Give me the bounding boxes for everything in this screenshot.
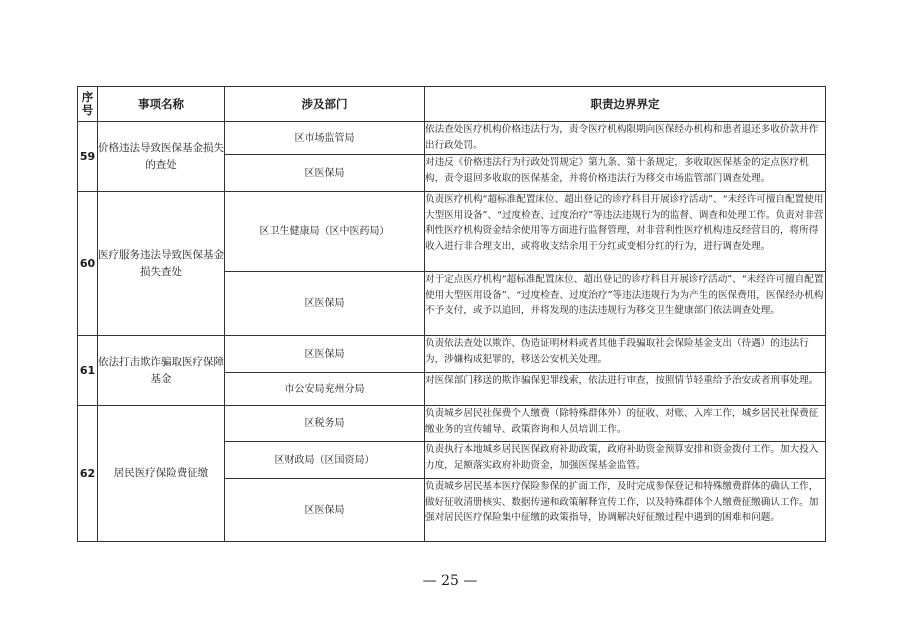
row-department: 区医保局 [225, 336, 425, 373]
table-row [78, 406, 826, 442]
row-item-name: 依法打击欺诈骗取医疗保障基金 [98, 336, 225, 406]
row-duty: 负责依法查处以欺诈、伪造证明材料或者其他手段骗取社会保险基金支出（待遇）的违法行为，涉嫌构成犯罪的，移送公安机关处理。 [425, 336, 826, 373]
row-department: 区医保局 [225, 155, 425, 192]
page-number: — 25 — [422, 573, 478, 589]
row-seq: 62 [78, 406, 98, 542]
row-seq: 60 [78, 192, 98, 336]
table-row [78, 192, 826, 272]
row-seq: 61 [78, 336, 98, 406]
row-department: 市公安局兖州分局 [225, 373, 425, 406]
row-department: 区医保局 [225, 479, 425, 542]
row-duty: 负责医疗机构“超标准配置床位、超出登记的诊疗科目开展诊疗活动”、“未经许可擅自配置使用大型医用设备”、“过度检查、过度治疗”等违法违规行为的监督、调查和处理工作。负责对非营利性医疗机构资金结余使用等方面进行监督管理，对非营利性医疗机构违反经营目的，将所得收入进行非合理支出，或将收支结余用于分红或变相分红的行为，进行调查处理。 [425, 192, 826, 272]
header-department: 涉及部门 [225, 87, 425, 122]
duty-boundary-table [77, 86, 826, 542]
row-department: 区财政局（区国资局） [225, 442, 425, 479]
row-seq: 59 [78, 122, 98, 192]
row-duty: 对于定点医疗机构“超标准配置床位、超出登记的诊疗科目开展诊疗活动”、“未经许可擅自配置使用大型医用设备”、“过度检查、过度治疗”等违法违规行为为产生的医保费用，医保经办机构不予支付，或予以追回，并将发现的违法违规行为移交卫生健康部门依法调查处理。 [425, 272, 826, 336]
row-department: 区税务局 [225, 406, 425, 442]
row-item-name: 医疗服务违法导致医保基金损失查处 [98, 192, 225, 336]
header-duty-boundary: 职责边界界定 [425, 87, 826, 122]
row-duty: 负责执行本地城乡居民医保政府补助政策，政府补助资金预算安排和资金拨付工作。加大投入力度，足额落实政府补助资金，加强医保基金监管。 [425, 442, 826, 479]
row-duty: 对违反《价格违法行为行政处罚规定》第九条、第十条规定，多收取医保基金的定点医疗机构，责令退回多收取的医保基金，并将价格违法行为移交市场监管部门调查处理。 [425, 155, 826, 192]
row-item-name: 居民医疗保险费征缴 [98, 406, 225, 542]
row-item-name: 价格违法导致医保基金损失的查处 [98, 122, 225, 192]
table-row [78, 336, 826, 373]
table-row [78, 122, 826, 155]
header-seq: 序号 [78, 87, 98, 122]
row-duty: 负责城乡居民基本医疗保险参保的扩面工作，及时完成参保登记和特殊缴费群体的确认工作，做好征收清册核实、数据传递和政策解释宣传工作，以及特殊群体个人缴费征缴确认工作。加强对居民医疗保险集中征缴的政策指导，协调解决好征缴过程中遇到的困难和问题。 [425, 479, 826, 542]
row-duty: 对医保部门移送的欺诈骗保犯罪线索，依法进行审查，按照情节轻重给予治安或者刑事处理。 [425, 373, 826, 406]
row-department: 区市场监管局 [225, 122, 425, 155]
row-department: 区医保局 [225, 272, 425, 336]
table-header-row [78, 87, 826, 122]
row-duty: 负责城乡居民社保费个人缴费（除特殊群体外）的征收、对账、入库工作，城乡居民社保费征缴业务的宣传辅导、政策咨询和人员培训工作。 [425, 406, 826, 442]
row-department: 区卫生健康局（区中医药局） [225, 192, 425, 272]
row-duty: 依法查处医疗机构价格违法行为，责令医疗机构限期向医保经办机构和患者退还多收价款并作出行政处罚。 [425, 122, 826, 155]
header-item-name: 事项名称 [98, 87, 225, 122]
